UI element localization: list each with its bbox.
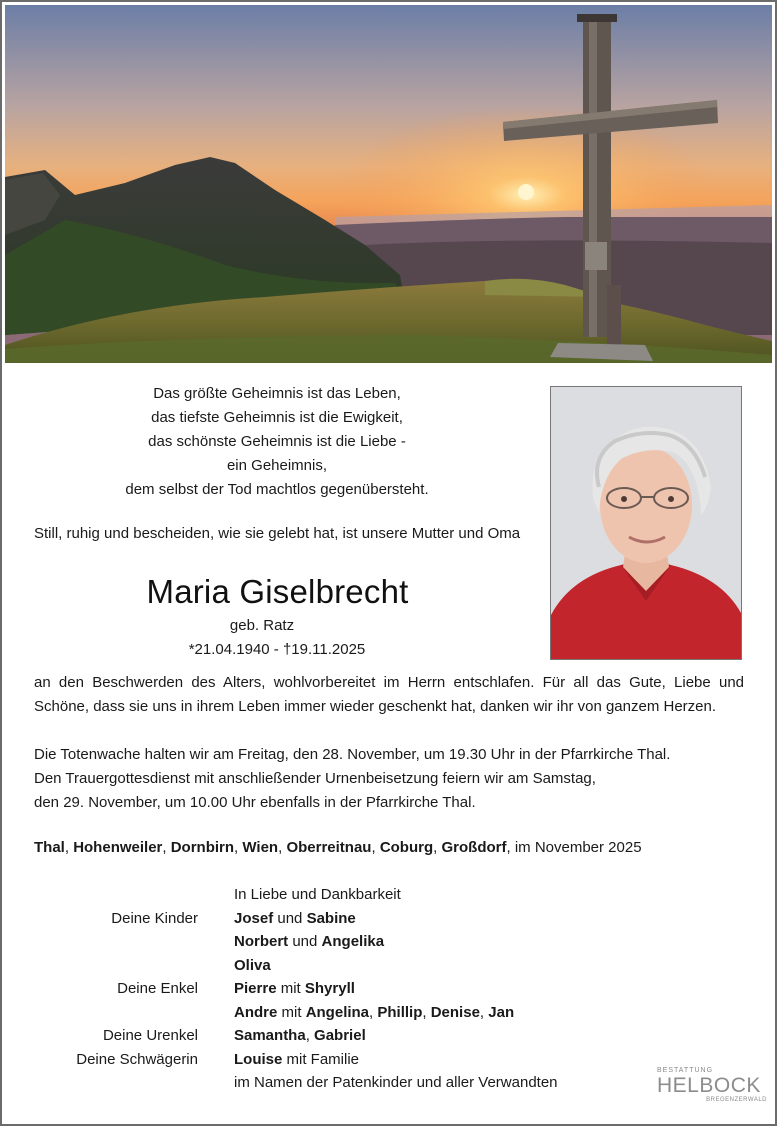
family-row (2, 1071, 762, 1095)
logo-top-text: BESTATTUNG (657, 1067, 714, 1074)
separator: , (162, 839, 171, 856)
service-line: den 29. November, um 10.00 Uhr ebenfalls in der Pfarrkirche Thal. (34, 794, 476, 811)
family-row (2, 907, 762, 931)
poem-line: das schönste Geheimnis ist die Liebe - (148, 433, 406, 450)
summit-sunset-image (5, 5, 772, 363)
enkel-value: Pierre mit Shyryll (234, 980, 355, 997)
place: Großdorf (441, 839, 507, 856)
poem-line: dem selbst der Tod machtlos gegenübersteht. (125, 481, 429, 498)
family-row (2, 1001, 762, 1025)
life-dates: *21.04.1940 - †19.11.2025 (188, 641, 366, 658)
family-row (2, 977, 762, 1001)
poem (62, 382, 492, 502)
family-heading: In Liebe und Dankbarkeit (234, 886, 401, 903)
schwaegerin-value: Louise mit Familie (234, 1050, 360, 1068)
funeral-home-logo (657, 1067, 767, 1112)
date-suffix: , im November 2025 (506, 839, 642, 856)
logo-main-text: HELBOCK (657, 1074, 761, 1097)
poem-line: ein Geheimnis, (226, 457, 328, 474)
logo-sub-text: BREGENZERWALD (706, 1097, 767, 1103)
body-text: an den Beschwerden des Alters, wohlvorbereitet im Herrn entschlafen. Für all das Gute, Liebe und Schöne, dass sie uns in ihrem Leben immer wieder geschenkt hat, danken wir ihr von ganzem Herzen. (34, 674, 744, 715)
kinder-value: Oliva (234, 956, 271, 974)
poem-line: das tiefste Geheimnis ist die Ewigkeit, (151, 409, 403, 426)
birth-name: geb. Ratz (229, 617, 295, 634)
closing-line: im Namen der Patenkinder und aller Verwandten (234, 1074, 558, 1091)
service-line: Die Totenwache halten wir am Freitag, den 28. November, um 19.30 Uhr in der Pfarrkirche Thal. (34, 746, 671, 763)
separator: , (234, 839, 243, 856)
family-row (2, 1048, 762, 1072)
family-row (2, 930, 762, 954)
urenkel-value: Samantha, Gabriel (234, 1027, 366, 1044)
enkel-label: Deine Enkel (117, 980, 198, 997)
place: Oberreitnau (286, 839, 372, 856)
kinder-value: Norbert und Angelika (234, 933, 385, 950)
enkel-value: Andre mit Angelina, Phillip, Denise, Jan (234, 1003, 515, 1021)
urenkel-label: Deine Urenkel (102, 1027, 198, 1044)
service-line: Den Trauergottesdienst mit anschließender Urnenbeisetzung feiern wir am Samstag, (34, 770, 596, 787)
mountain-cross-photo (5, 5, 772, 363)
deceased-name: Maria Giselbrecht (146, 573, 409, 610)
separator: , (371, 839, 380, 856)
portrait-image (551, 387, 741, 659)
family-list (2, 883, 762, 1095)
places-line (34, 836, 754, 860)
place: Wien (242, 839, 279, 856)
separator: , (433, 839, 442, 856)
place: Coburg (379, 839, 434, 856)
service-info (34, 743, 754, 815)
poem-line: Das größte Geheimnis ist das Leben, (153, 385, 401, 402)
family-row (2, 1024, 762, 1048)
separator: , (278, 839, 287, 856)
place: Dornbirn (170, 839, 235, 856)
portrait-photo (550, 386, 742, 660)
place: Hohenweiler (73, 839, 163, 856)
intro-text: Still, ruhig und bescheiden, wie sie gelebt hat, ist unsere Mutter und Oma (34, 525, 521, 542)
family-heading-row (2, 883, 762, 907)
place: Thal (34, 839, 65, 856)
schwaegerin-label: Deine Schwägerin (76, 1050, 198, 1068)
separator: , (64, 839, 74, 856)
family-row (2, 954, 762, 978)
kinder-label: Deine Kinder (111, 909, 198, 927)
kinder-value: Josef und Sabine (234, 909, 356, 927)
